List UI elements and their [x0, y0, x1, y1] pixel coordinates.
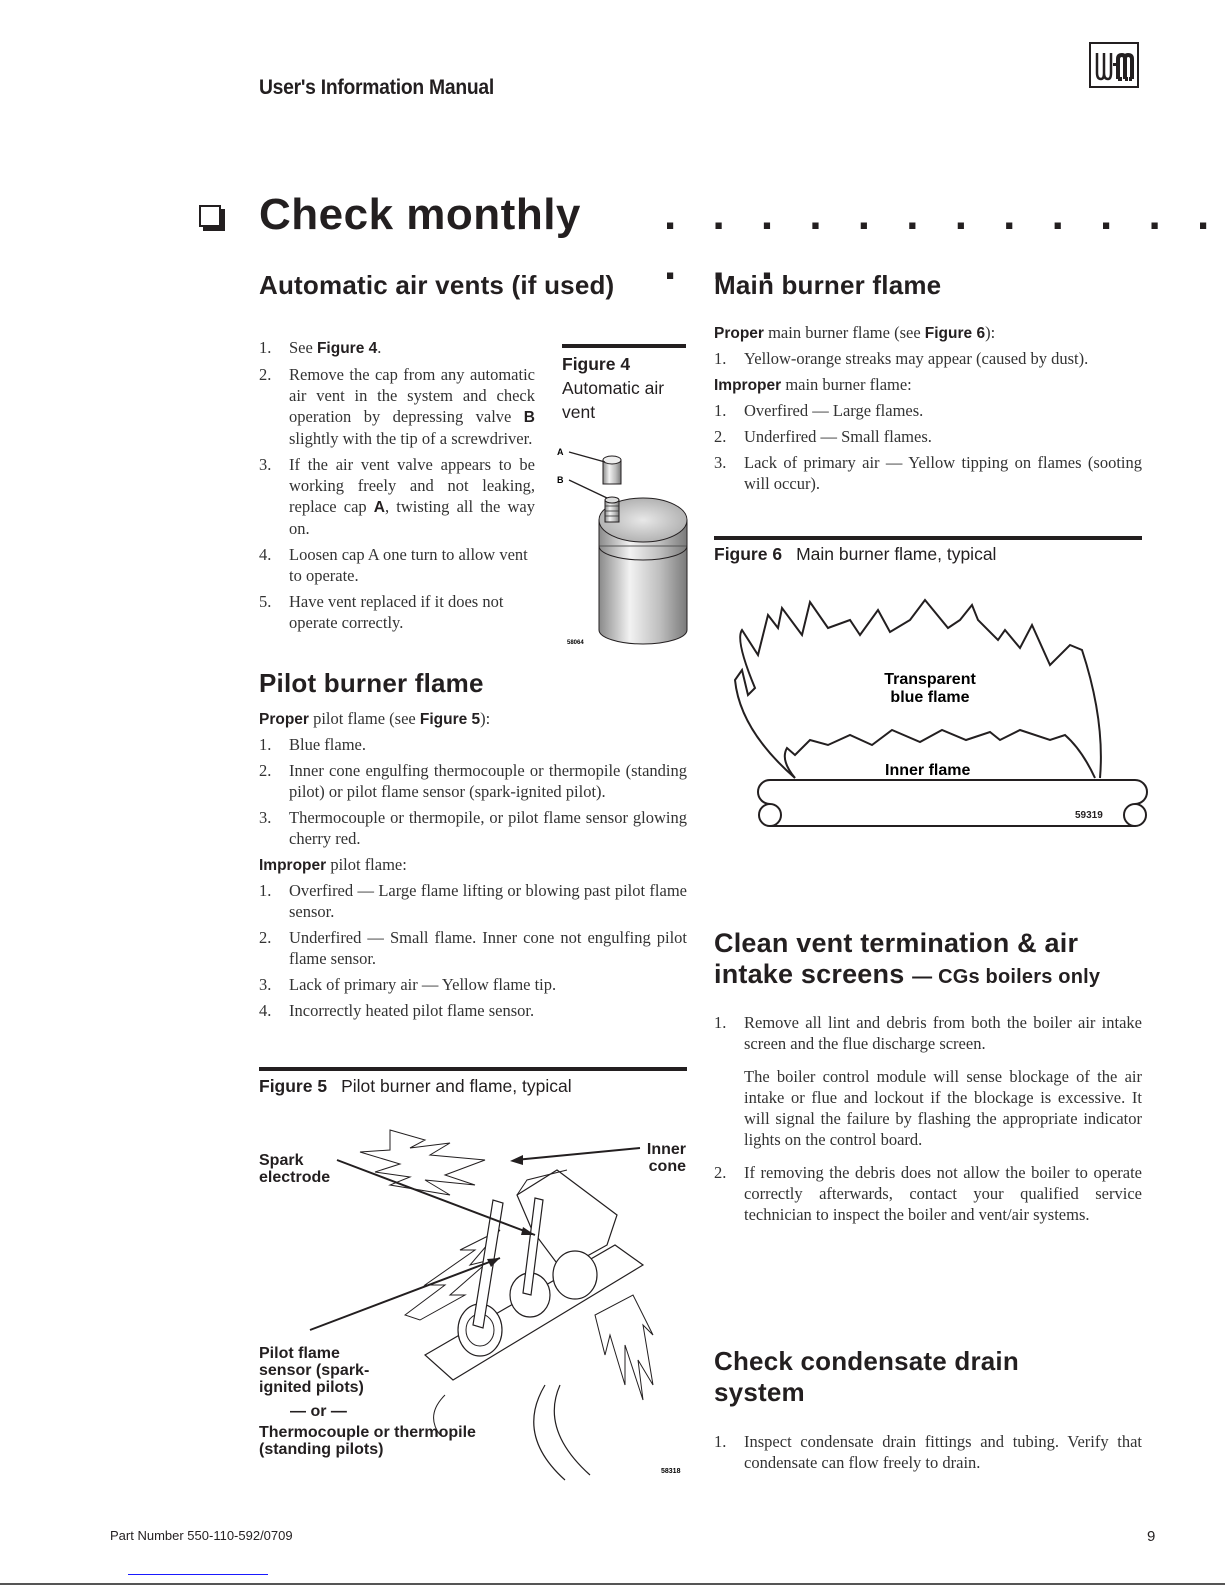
- list-item: 1. Inspect condensate drain fittings and tubing. Verify that condensate can flow freely to drain.: [714, 1432, 1142, 1472]
- footer-link-underline: [128, 1574, 268, 1575]
- page-number: 9: [1147, 1528, 1156, 1545]
- figure-6-rule: [714, 536, 1142, 540]
- main-burner-body: [714, 322, 1142, 499]
- air-vent-illustration: [555, 440, 690, 655]
- figure-5-caption: [259, 1076, 572, 1097]
- list-item: 3. Lack of primary air — Yellow tipping on flames (sooting will occur).: [714, 453, 1142, 493]
- pilot-heading: Pilot burner flame: [259, 668, 484, 698]
- list-item: 1. Remove all lint and debris from both the boiler air intake screen and the flue discharge screen. The boiler control module will sense blockage of the air intake or flue and lockout if the blockage is excessive. It will signal the failure by flashing the appropriate indicator lights on the control board.: [714, 1013, 1142, 1149]
- vent-label-a: A: [557, 447, 564, 457]
- list-item: 2. Remove the cap from any automatic air vent in the system and check operation by depressing valve B slightly with the tip of a screwdriver.: [259, 365, 535, 448]
- vent-clean-heading-block: [714, 928, 1154, 993]
- or-label: — or —: [290, 1403, 347, 1420]
- main-burner-heading: Main burner flame: [714, 270, 942, 300]
- figure-5-code: 58318: [661, 1468, 681, 1475]
- figure-6-code: 59319: [1075, 810, 1103, 821]
- list-item: 1. Yellow-orange streaks may appear (caused by dust).: [714, 349, 1089, 368]
- air-vents-list: [259, 337, 535, 638]
- list-item: 4. Incorrectly heated pilot flame sensor.: [259, 1001, 535, 1020]
- figure-4-title: Automatic air vent: [562, 378, 665, 422]
- main-proper-lead: Proper main burner flame (see Figure 6):: [714, 323, 996, 342]
- list-item: 5. Have vent replaced if it does not operate correctly.: [259, 592, 504, 632]
- vent-label-b: B: [557, 475, 564, 485]
- pilot-proper-list: [259, 734, 687, 849]
- vent-clean-subheading: — CGs boilers only: [912, 966, 1101, 988]
- company-logo: [1089, 42, 1139, 88]
- list-item: 1. See Figure 4.: [259, 338, 382, 357]
- figure-4-caption: [562, 352, 688, 424]
- figure-6-number: Figure 6: [714, 544, 783, 564]
- main-burner-illustration: [710, 580, 1150, 830]
- section-leader-dots: . . . . . . . . . . . . . . .: [664, 190, 1222, 289]
- pilot-proper-lead: Proper pilot flame (see Figure 5):: [259, 709, 491, 728]
- vent-clean-note: The boiler control module will sense blockage of the air intake or flue and lockout if the blockage is excessive. It will signal the failure by flashing the appropriate indicator lights on the control board.: [744, 1067, 1142, 1149]
- thermocouple-label: Thermocouple or thermopile (standing pilots): [259, 1424, 476, 1458]
- running-head: User's Information Manual: [259, 76, 494, 99]
- list-item: 2. Inner cone engulfing thermocouple or thermopile (standing pilot) or pilot flame sensor (spark-ignited pilot).: [259, 761, 687, 801]
- air-vents-heading: Automatic air vents (if used): [259, 270, 615, 300]
- figure-5-title: Pilot burner and flame, typical: [341, 1076, 572, 1096]
- pilot-improper-list: [259, 880, 687, 1021]
- spark-electrode-label: Spark electrode: [259, 1152, 331, 1186]
- condensate-heading: Check condensate drain system: [714, 1346, 1019, 1407]
- list-item: 3. If the air vent valve appears to be working freely and not leaking, replace cap A, twisting all the way on.: [259, 455, 535, 538]
- figure-4-rule: [562, 344, 686, 348]
- figure-6-title: Main burner flame, typical: [796, 544, 997, 564]
- figure-5-number: Figure 5: [259, 1076, 328, 1096]
- section-title: Check monthly: [259, 190, 581, 239]
- figure-6-caption: [714, 544, 996, 565]
- main-improper-lead: Improper main burner flame:: [714, 375, 912, 394]
- transparent-flame-label-line: Transparent blue flame: [884, 671, 976, 706]
- pilot-section-body: [259, 704, 687, 1026]
- figure-5-rule: [259, 1067, 687, 1071]
- condensate-body: [714, 1431, 1142, 1478]
- vent-clean-heading: Clean vent termination & air intake screens — CGs boilers only: [714, 928, 1101, 989]
- list-item: 1. Overfired — Large flame lifting or blowing past pilot flame sensor.: [259, 881, 687, 921]
- part-number: Part Number 550-110-592/0709: [110, 1528, 293, 1543]
- list-item: 2. If removing the debris does not allow the boiler to operate correctly afterwards, contact your qualified service technician to inspect the boiler and vent/air systems.: [714, 1163, 1142, 1224]
- inner-cone-label: Inner cone: [646, 1141, 686, 1175]
- list-item: 2. Underfired — Small flame. Inner cone not engulfing pilot flame sensor.: [259, 928, 687, 968]
- list-item: 3. Lack of primary air — Yellow flame tip.: [259, 975, 557, 994]
- main-improper-list: [714, 400, 1142, 494]
- pilot-flame-sensor-label: Pilot flame sensor (spark-ignited pilots): [259, 1345, 370, 1396]
- list-item: 1. Blue flame.: [259, 735, 366, 754]
- list-item: 2. Underfired — Small flames.: [714, 427, 932, 446]
- wm-logo-icon: [1094, 47, 1134, 83]
- figure-4-number: Figure 4: [562, 354, 631, 374]
- list-item: 3. Thermocouple or thermopile, or pilot flame sensor glowing cherry red.: [259, 808, 687, 848]
- list-item: 1. Overfired — Large flames.: [714, 401, 924, 420]
- inner-flame-label: Inner flame: [885, 762, 971, 779]
- list-item: 4. Loosen cap A one turn to allow vent to operate.: [259, 545, 528, 585]
- section-checkbox: [199, 205, 221, 227]
- main-proper-list: [714, 348, 1142, 369]
- vent-clean-body: [714, 1012, 1142, 1230]
- pilot-improper-lead: Improper pilot flame:: [259, 855, 407, 874]
- figure-4-code: 58064: [567, 640, 584, 646]
